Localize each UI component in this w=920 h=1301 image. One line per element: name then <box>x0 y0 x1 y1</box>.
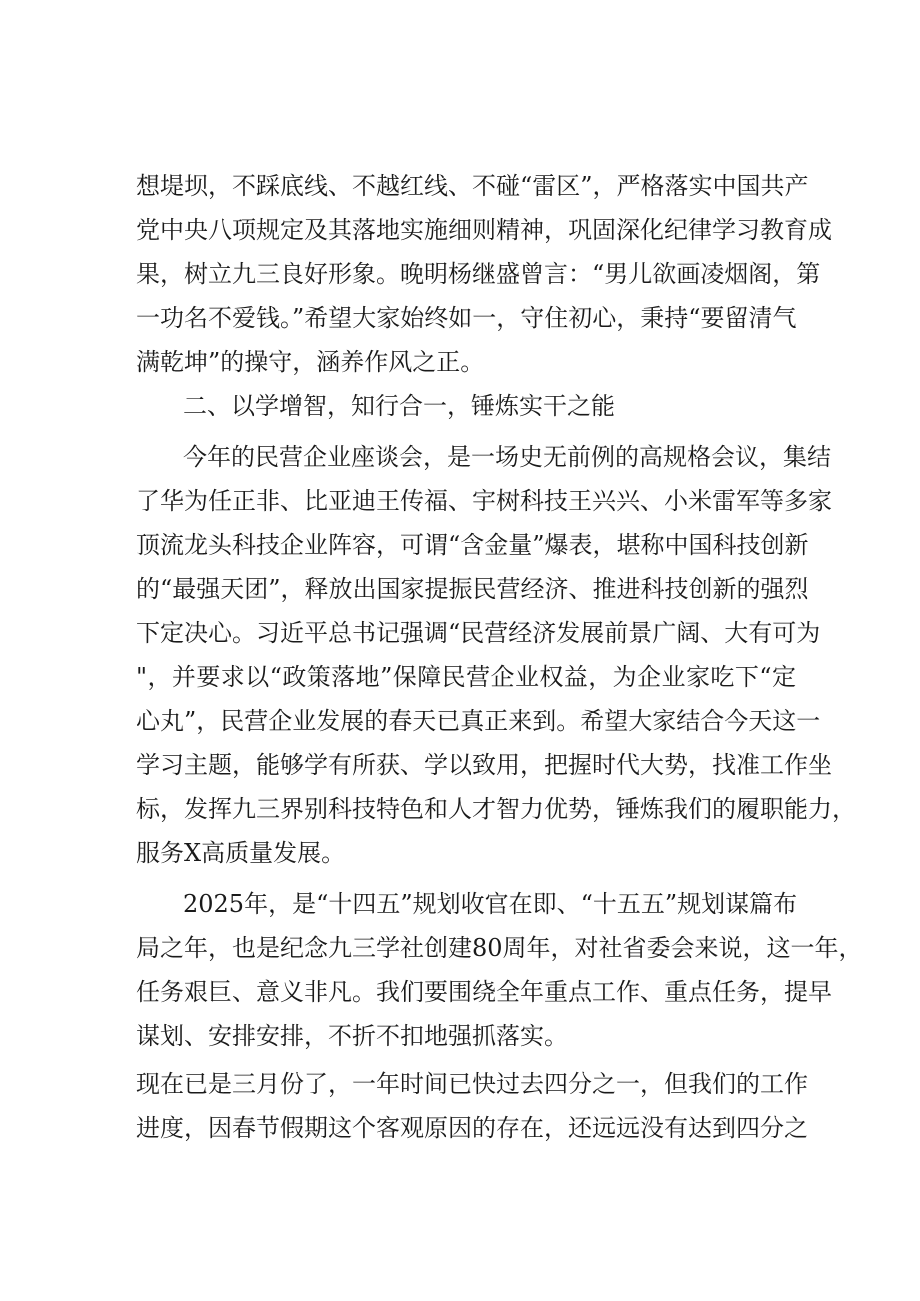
paragraph-2-line-5: 下定决心。习近平总书记强调“民营经济发展前景广阔、大有可为 <box>136 619 821 647</box>
paragraph-3-line-4: 谋划、安排安排，不折不扣地强抓落实。 <box>136 1022 568 1050</box>
paragraph-2-line-7: 心丸”，民营企业发展的春天已真正来到。希望大家结合今天这一 <box>136 707 821 735</box>
paragraph-3-line-3: 任务艰巨、意义非凡。我们要围绕全年重点工作、重点任务，提早 <box>136 978 832 1006</box>
paragraph-1-line-4: 一功名不爱钱。”希望大家始终如一，守住初心，秉持“要留清气 <box>136 304 797 332</box>
paragraph-3-line-2: 局之年，也是纪念九三学社创建80周年，对社省委会来说，这一年， <box>136 934 863 962</box>
paragraph-2-line-8: 学习主题，能够学有所获、学以致用，把握时代大势，找准工作坐 <box>136 751 832 779</box>
paragraph-2-line-1: 今年的民营企业座谈会，是一场史无前例的高规格会议，集结 <box>183 443 831 471</box>
paragraph-3-line-1: 2025年，是“十四五”规划收官在即、“十五五”规划谋篇布 <box>183 890 798 918</box>
paragraph-4-line-1: 现在已是三月份了，一年时间已快过去四分之一，但我们的工作 <box>136 1070 808 1098</box>
paragraph-2-line-9: 标，发挥九三界别科技特色和人才智力优势，锤炼我们的履职能力， <box>136 795 856 823</box>
paragraph-2-line-2: 了华为任正非、比亚迪王传福、宇树科技王兴兴、小米雷军等多家 <box>136 487 832 515</box>
paragraph-1-line-2: 党中央八项规定及其落地实施细则精神，巩固深化纪律学习教育成 <box>136 216 832 244</box>
paragraph-2-line-10: 服务X高质量发展。 <box>136 839 346 867</box>
paragraph-2-line-3: 顶流龙头科技企业阵容，可谓“含金量”爆表，堪称中国科技创新 <box>136 531 809 559</box>
paragraph-2-line-6: "，并要求以“政策落地”保障民营企业权益，为企业家吃下“定 <box>136 663 796 691</box>
paragraph-2-line-4: 的“最强天团”，释放出国家提振民营经济、推进科技创新的强烈 <box>136 575 809 603</box>
paragraph-4-line-2: 进度，因春节假期这个客观原因的存在，还远远没有达到四分之 <box>136 1114 808 1142</box>
section-heading: 二、以学增智，知行合一，锤炼实干之能 <box>183 392 615 420</box>
paragraph-1-line-1: 想堤坝，不踩底线、不越红线、不碰“雷区”，严格落实中国共产 <box>136 172 809 200</box>
paragraph-1-line-3: 果，树立九三良好形象。晚明杨继盛曾言：“男儿欲画凌烟阁，第 <box>136 260 821 288</box>
paragraph-1-line-5: 满乾坤”的操守，涵养作风之正。 <box>136 348 485 376</box>
